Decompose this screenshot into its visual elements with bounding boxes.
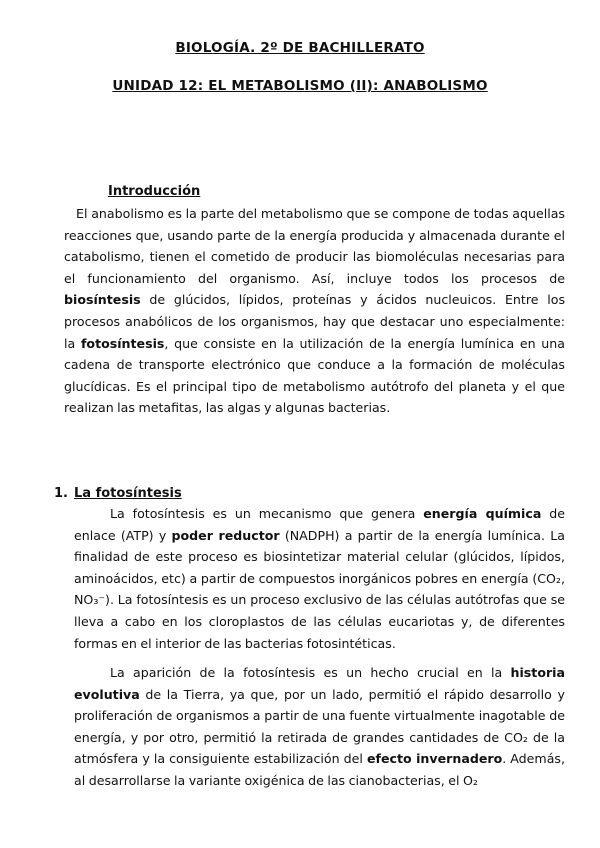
term-biosintesis: biosíntesis — [64, 292, 141, 308]
s1p1-text-3: (NADPH) a partir de la energía lumínica. La finalidad de este proceso es biosintetizar material celular (glúcidos, lípidos, aminoácidos, etc) a partir de compuestos inorgánicos pobres en energía (CO₂, NO₃⁻). La fotosíntesis es un proceso exclusivo de las células autótrofas que se lleva a cabo en los cloroplastos de las células eucariotas y, de diferentes formas en el interior de las bacterias fotosintéticas. — [74, 527, 565, 651]
s1p1-text-1: La fotosíntesis es un mecanismo que genera — [110, 506, 424, 521]
s1p2-text-3: . Además, al desarrollarse la variante oxigénica de las cianobacterias, el O₂ — [74, 751, 565, 788]
intro-text-1: El anabolismo es la parte del metabolismo que se compone de todas aquellas reacciones que, usando parte de la energía producida y almacenada durante el catabolismo, tienen el cometido de producir las biomoléculas necesarias para el funcionamiento del organismo. Así, incluye todos los procesos de — [64, 206, 565, 286]
s1p1-text-2: de enlace (ATP) y — [74, 506, 565, 543]
intro-paragraph — [64, 203, 565, 419]
term-efecto-invernadero: efecto invernadero — [366, 751, 503, 767]
section1-heading — [54, 486, 182, 501]
intro-text-3: , que consiste en la utilización de la energía lumínica en una cadena de transporte electrónico que conduce a la formación de moléculas glucídicas. Es el principal tipo de metabolismo autótrofo del planeta y el que realizan las metafitas, las algas y algunas bacterias. — [64, 335, 565, 416]
term-poder-reductor: poder reductor — [171, 527, 280, 543]
section1-paragraph-1 — [74, 503, 565, 654]
section-number: 1. — [54, 486, 68, 501]
s1p2-text-1: La aparición de la fotosíntesis es un hecho crucial en la — [110, 665, 511, 680]
intro-text-2: de glúcidos, lípidos, proteínas y ácidos nucleuicos. Entre los procesos anabólicos de los organismos, hay que destacar uno especialmente: la — [64, 292, 565, 351]
section-title: La fotosíntesis — [73, 486, 182, 501]
term-fotosintesis: fotosíntesis — [80, 335, 165, 351]
course-title: BIOLOGÍA. 2º DE BACHILLERATO — [175, 40, 425, 56]
intro-heading: Introducción — [108, 184, 201, 199]
section1-paragraph-2 — [74, 662, 565, 792]
term-historia-evolutiva: historia evolutiva — [74, 665, 565, 702]
unit-title: UNIDAD 12: EL METABOLISMO (II): ANABOLISMO — [112, 78, 488, 94]
s1p2-text-2: de la Tierra, ya que, por un lado, permitió el rápido desarrollo y proliferación de organismos a partir de una fuente virtualmente inagotable de energía, y por otro, permitió la retirada de grandes cantidades de CO₂ de la atmósfera y la consiguiente estabilización del — [74, 686, 565, 767]
term-energia-quimica: energía química — [423, 506, 542, 521]
